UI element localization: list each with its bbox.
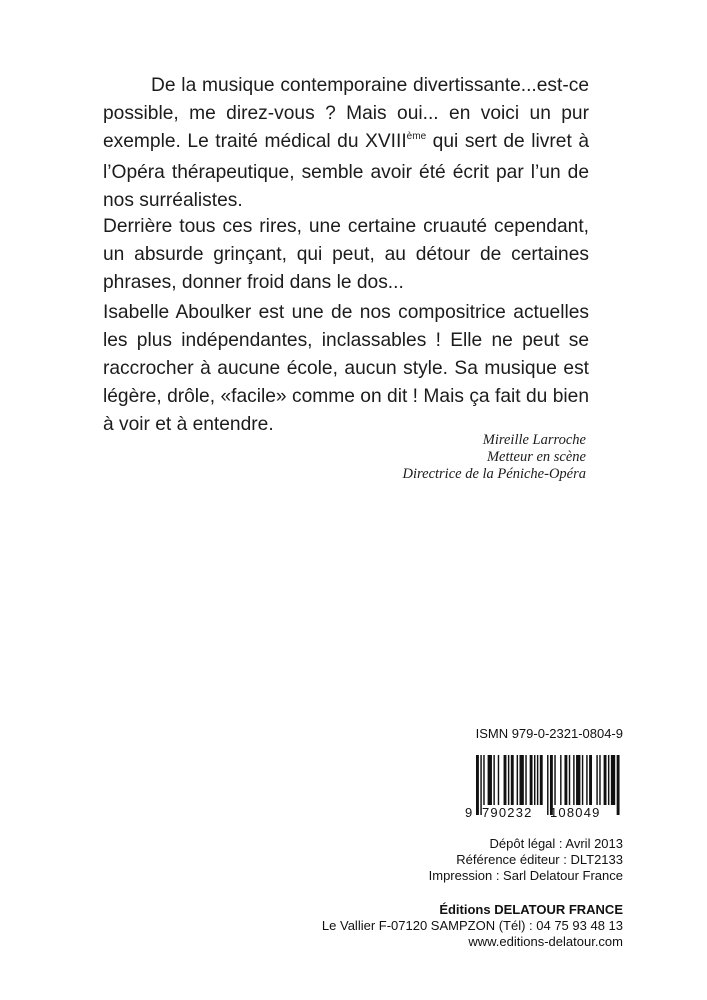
barcode-bar [511, 755, 514, 805]
barcode-bar [537, 755, 538, 805]
barcode-bar [589, 755, 592, 805]
barcode-bar [540, 755, 543, 805]
barcode-bar [534, 755, 535, 805]
paragraph-3-text: Isabelle Aboulker est une de nos compositrice actuelles les plus indépendantes, inclassables ! Elle ne peut se raccrocher à aucune école, aucun style. Sa musique est légère, drôle, «facile» comme on dit ! Mais ça fait du bien à voir et à entendre. [103, 302, 589, 435]
barcode-bar [554, 755, 555, 805]
signature-role-2: Directrice de la Péniche-Opéra [402, 466, 586, 482]
barcode-bar [547, 755, 548, 815]
barcode-bar [530, 755, 533, 805]
barcode-digit-group-2: 108049 [550, 805, 601, 820]
barcode-bar [498, 755, 499, 805]
barcode-bar [582, 755, 583, 805]
signature-name: Mireille Larroche [482, 432, 586, 448]
barcode-bar [599, 755, 600, 805]
barcode-lead-digit: 9 [465, 805, 473, 820]
paragraph-2 [103, 213, 589, 297]
barcode-bar [569, 755, 570, 805]
barcode-bar [573, 755, 574, 805]
publisher-reference: Référence éditeur : DLT2133 [456, 852, 623, 867]
paragraph-1-text-continued: qui sert de livret à l’Opéra thérapeutique, semble avoir été écrit par l’un de nos surréalistes. [103, 131, 589, 211]
barcode-bar [525, 755, 526, 805]
barcode-bar [608, 755, 609, 805]
signature-role-1: Metteur en scène [486, 449, 586, 465]
publisher-block [322, 902, 623, 950]
barcode-bar [576, 755, 580, 805]
paragraph-1-superscript: ème [406, 131, 427, 142]
publisher-name: Éditions DELATOUR FRANCE [439, 902, 623, 917]
barcode-bar [520, 755, 524, 805]
barcode-digit-group-1: 790232 [482, 805, 533, 820]
ismn-number: ISMN 979-0-2321-0804-9 [475, 726, 623, 741]
barcode-bar [488, 755, 492, 805]
barcode-bar [586, 755, 587, 805]
printer-info: Impression : Sarl Delatour France [428, 868, 623, 883]
paragraph-2-text: Derrière tous ces rires, une certaine cruauté cependant, un absurde grinçant, qui peut, au détour de certaines phrases, donner froid dans le dos... [103, 216, 589, 293]
legal-info [429, 836, 623, 884]
author-signature [403, 432, 586, 483]
barcode-bar [517, 755, 518, 805]
depot-legal: Dépôt légal : Avril 2013 [489, 836, 623, 851]
paragraph-3 [103, 299, 589, 439]
publisher-address: Le Vallier F-07120 SAMPZON (Tél) : 04 75 93 48 13 [321, 918, 623, 933]
barcode-bar [611, 755, 615, 805]
barcode-bar [493, 755, 494, 805]
publisher-website: www.editions-delatour.com [468, 934, 623, 949]
barcode-bar [483, 755, 484, 805]
barcode-bar [476, 755, 479, 815]
barcode-bar [617, 755, 620, 815]
barcode-bar [560, 755, 561, 805]
barcode-bar [508, 755, 509, 805]
paragraph-1-text: De la musique contemporaine divertissante...est-ce possible, me direz-vous ? Mais oui... en voici un pur exemple. Le traité médical du XVIII [103, 75, 589, 152]
barcode-bar [596, 755, 597, 805]
paragraph-1 [103, 72, 589, 215]
barcode-bar [564, 755, 567, 805]
barcode-bar [604, 755, 607, 805]
barcode-bar [504, 755, 507, 805]
